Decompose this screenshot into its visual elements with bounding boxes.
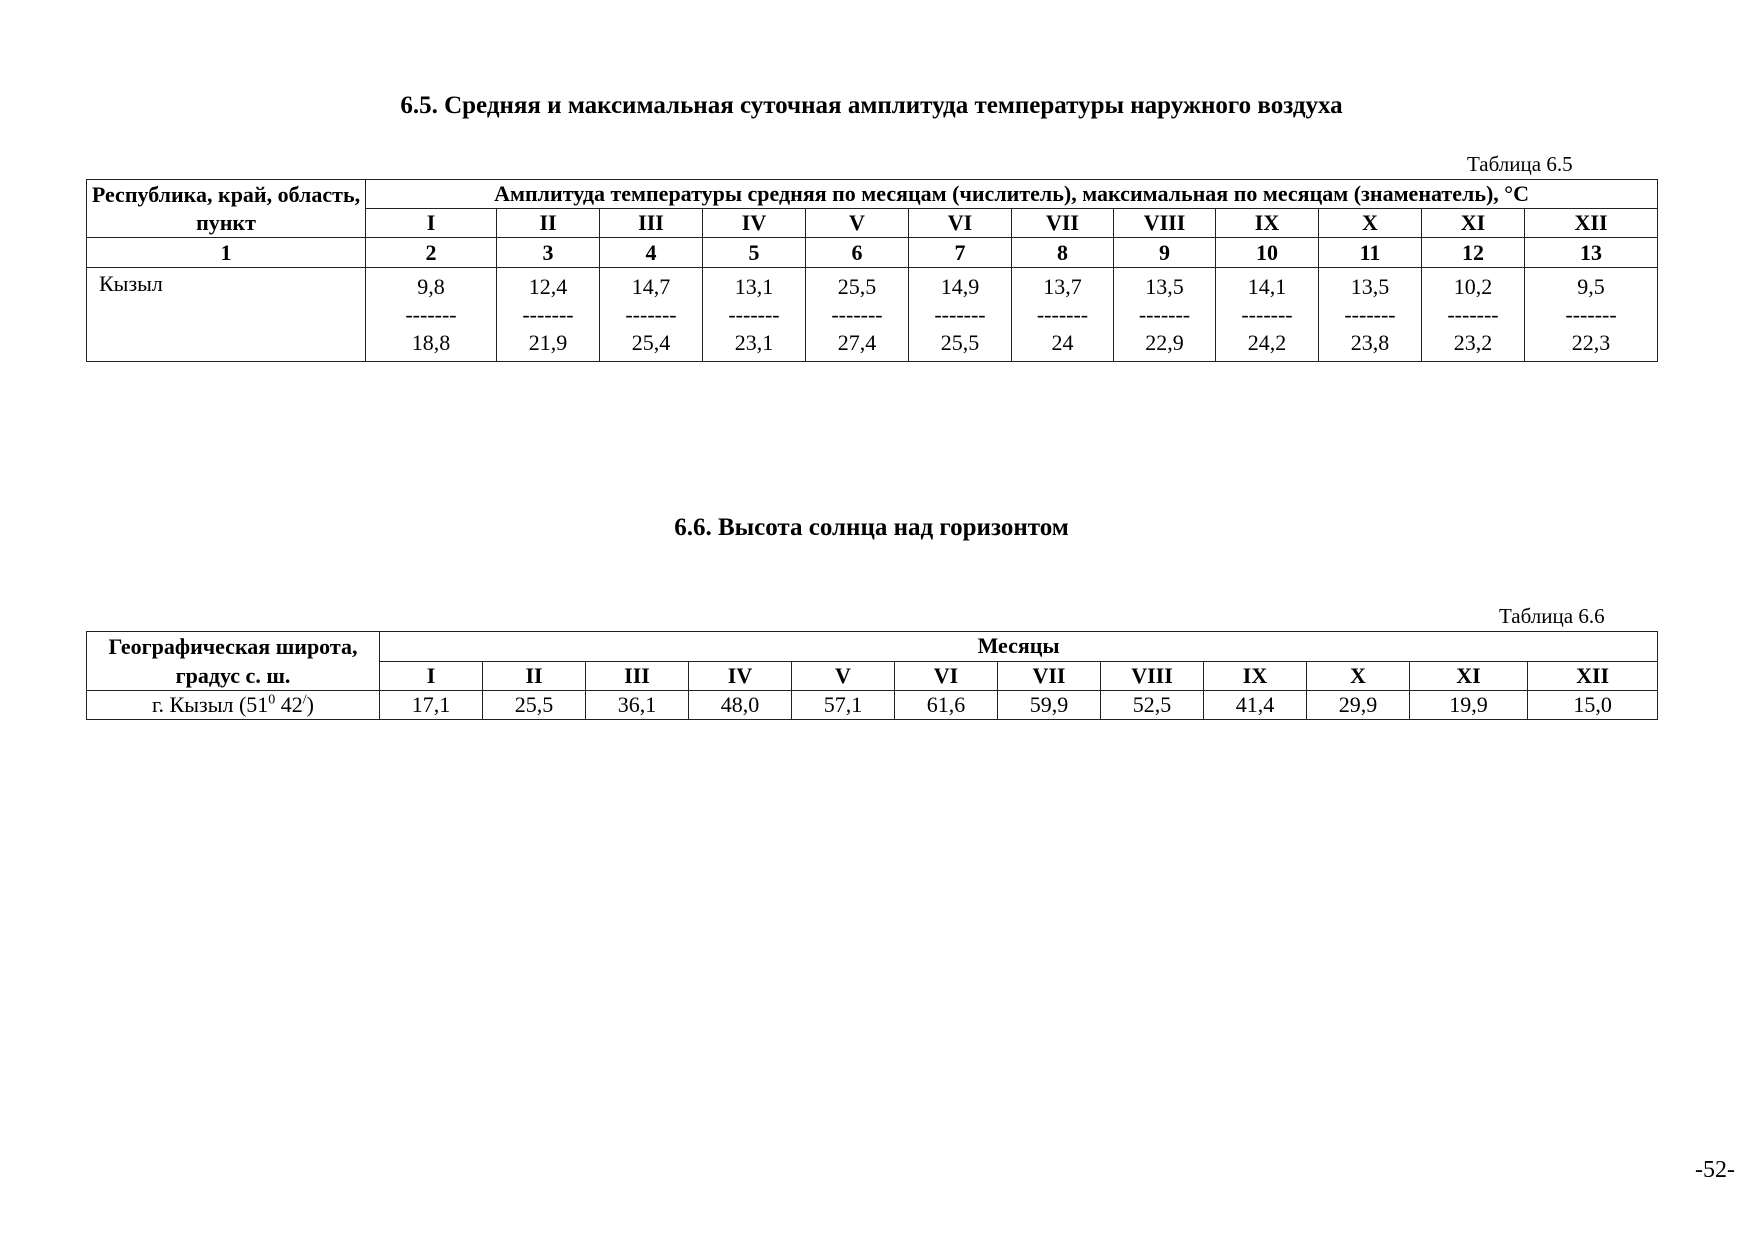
max-value: 23,1 (734, 329, 774, 355)
sun-height-value: 48,0 (689, 691, 792, 720)
fraction-cell (1216, 268, 1319, 362)
month-header: II (483, 661, 586, 691)
table-6-5 (86, 179, 1658, 362)
mean-value: 13,1 (734, 273, 774, 299)
max-value: 27,4 (837, 329, 877, 355)
fraction-separator: ------- (1565, 301, 1617, 327)
latitude-header: Географическая широта, градус с. ш. (87, 632, 380, 691)
month-header: X (1319, 209, 1422, 238)
fraction-separator: ------- (831, 301, 883, 327)
sun-height-value: 25,5 (483, 691, 586, 720)
sun-height-value: 59,9 (998, 691, 1101, 720)
month-header: V (792, 661, 895, 691)
month-header: VIII (1101, 661, 1204, 691)
mean-value: 25,5 (837, 273, 877, 299)
mean-value: 13,5 (1145, 273, 1184, 299)
month-header: III (600, 209, 703, 238)
fraction-separator: ------- (1138, 301, 1191, 327)
fraction-separator: ------- (405, 301, 457, 327)
fraction-separator: ------- (1036, 301, 1089, 327)
max-value: 18,8 (411, 329, 451, 355)
month-header: V (806, 209, 909, 238)
fraction-separator: ------- (1241, 301, 1293, 327)
mean-value: 10,2 (1453, 273, 1493, 299)
column-number: 12 (1422, 238, 1525, 268)
fraction-cell (1422, 268, 1525, 362)
fraction-cell (1525, 268, 1658, 362)
month-header: XI (1422, 209, 1525, 238)
fraction-cell (497, 268, 600, 362)
max-value: 23,2 (1453, 329, 1493, 355)
max-value: 23,8 (1350, 329, 1390, 355)
region-header: Республика, край, область, пункт (87, 180, 366, 238)
mean-value: 14,7 (631, 273, 671, 299)
fraction-cell (1319, 268, 1422, 362)
month-header: X (1307, 661, 1410, 691)
month-header: I (380, 661, 483, 691)
mean-value: 13,7 (1043, 273, 1082, 299)
section-6-6-title: 6.6. Высота солнца над горизонтом (674, 514, 1069, 541)
max-value: 21,9 (528, 329, 568, 355)
column-number: 13 (1525, 238, 1658, 268)
column-number: 6 (806, 238, 909, 268)
section-6-5-title: 6.5. Средняя и максимальная суточная амплитуда температуры наружного воздуха (400, 92, 1343, 119)
mean-value: 9,5 (1577, 273, 1605, 299)
month-header: II (497, 209, 600, 238)
month-header: IV (703, 209, 806, 238)
fraction-separator: ------- (1344, 301, 1396, 327)
page-number: -52- (1695, 1157, 1735, 1183)
fraction-separator: ------- (1447, 301, 1499, 327)
max-value: 22,3 (1571, 329, 1611, 355)
month-header: XII (1528, 661, 1658, 691)
fraction-cell (1012, 268, 1114, 362)
fraction-cell (703, 268, 806, 362)
sun-height-value: 29,9 (1307, 691, 1410, 720)
column-number: 9 (1114, 238, 1216, 268)
sun-height-value: 15,0 (1528, 691, 1658, 720)
amplitude-header: Амплитуда температуры средняя по месяцам (числитель), максимальная по месяцам (знаменатель), °С (366, 180, 1658, 209)
max-value: 24,2 (1247, 329, 1287, 355)
column-number: 10 (1216, 238, 1319, 268)
column-number: 3 (497, 238, 600, 268)
column-number: 7 (909, 238, 1012, 268)
column-number: 2 (366, 238, 497, 268)
month-header: VIII (1114, 209, 1216, 238)
fraction-cell (366, 268, 497, 362)
place-cell: Кызыл (87, 268, 366, 362)
month-header: III (586, 661, 689, 691)
fraction-cell (600, 268, 703, 362)
fraction-cell (909, 268, 1012, 362)
mean-value: 13,5 (1350, 273, 1390, 299)
fraction-separator: ------- (934, 301, 986, 327)
sun-height-value: 17,1 (380, 691, 483, 720)
column-number: 1 (87, 238, 366, 268)
sun-height-value: 57,1 (792, 691, 895, 720)
month-header: XI (1410, 661, 1528, 691)
sun-height-value: 61,6 (895, 691, 998, 720)
month-header: XII (1525, 209, 1658, 238)
fraction-separator: ------- (625, 301, 677, 327)
month-header: IX (1204, 661, 1307, 691)
max-value: 25,4 (631, 329, 671, 355)
month-header: IV (689, 661, 792, 691)
place-cell: г. Кызыл ($51^0$ 42/) (87, 691, 380, 720)
sun-height-value: 36,1 (586, 691, 689, 720)
month-header: IX (1216, 209, 1319, 238)
mean-value: 14,9 (940, 273, 980, 299)
table-6-5-label: Таблица 6.5 (1467, 152, 1573, 176)
mean-value: 14,1 (1247, 273, 1287, 299)
month-header: I (366, 209, 497, 238)
fraction-cell (1114, 268, 1216, 362)
fraction-separator: ------- (522, 301, 574, 327)
max-value: 22,9 (1145, 329, 1184, 355)
mean-value: 9,8 (417, 273, 445, 299)
table-6-6 (86, 631, 1658, 720)
mean-value: 12,4 (528, 273, 568, 299)
max-value: 25,5 (940, 329, 980, 355)
month-header: VI (895, 661, 998, 691)
column-number: 11 (1319, 238, 1422, 268)
fraction-cell (806, 268, 909, 362)
month-header: VII (1012, 209, 1114, 238)
sun-height-value: 41,4 (1204, 691, 1307, 720)
sun-height-value: 19,9 (1410, 691, 1528, 720)
sun-height-value: 52,5 (1101, 691, 1204, 720)
column-number: 8 (1012, 238, 1114, 268)
column-number: 5 (703, 238, 806, 268)
fraction-separator: ------- (728, 301, 780, 327)
months-header: Месяцы (380, 632, 1658, 662)
table-6-6-label: Таблица 6.6 (1499, 604, 1605, 628)
month-header: VI (909, 209, 1012, 238)
max-value: 24 (1051, 329, 1074, 355)
column-number: 4 (600, 238, 703, 268)
month-header: VII (998, 661, 1101, 691)
